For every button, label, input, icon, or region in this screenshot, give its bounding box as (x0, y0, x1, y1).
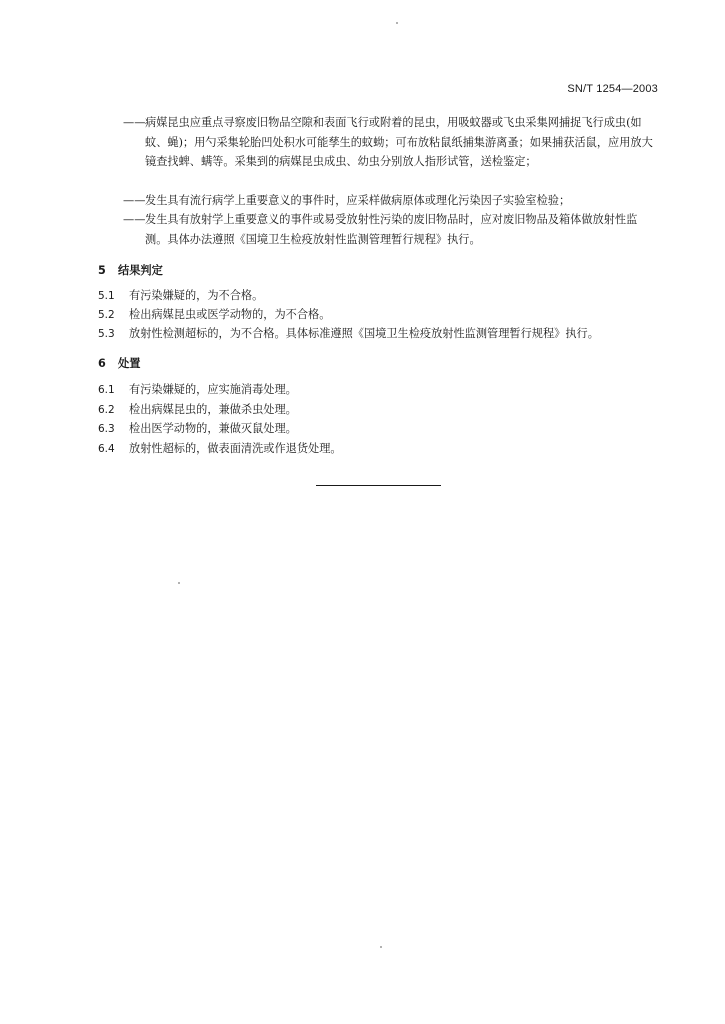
clause-text: 有污染嫌疑的，应实施消毒处理。 (129, 383, 297, 396)
section-number: 5 (98, 264, 106, 277)
section-title: 处置 (118, 357, 141, 370)
clause-number: 6.1 (98, 384, 115, 396)
scan-speck (178, 582, 180, 584)
clause-number: 6.4 (98, 443, 115, 455)
clause-number: 6.3 (98, 423, 115, 435)
clause-text: 放射性检测超标的，为不合格。具体标准遵照《国境卫生检疫放射性监测管理暂行规程》执行。 (129, 327, 599, 340)
scan-speck (380, 946, 382, 948)
clause-text: 有污染嫌疑的，为不合格。 (129, 289, 264, 302)
section-number: 6 (98, 357, 106, 370)
clause (98, 287, 263, 303)
end-of-standard-rule (316, 485, 441, 486)
dash-item (123, 113, 659, 172)
clause (98, 306, 330, 322)
clause (98, 325, 599, 341)
clause-number: 5.1 (98, 290, 115, 302)
clause-text: 检出病媒昆虫的，兼做杀虫处理。 (129, 403, 297, 416)
clause-text: 检出病媒昆虫或医学动物的，为不合格。 (129, 308, 331, 321)
dash-item (123, 191, 659, 211)
clause-number: 5.3 (98, 328, 115, 340)
section-title: 结果判定 (118, 264, 163, 277)
scan-speck (396, 22, 398, 24)
clause (98, 401, 297, 417)
dash-item (123, 210, 659, 249)
dash-item-text: 发生具有放射学上重要意义的事件或易受放射性污染的废旧物品时，应对废旧物品及箱体做放射性监测。具体办法遵照《国境卫生检疫放射性监测管理暂行规程》执行。 (145, 213, 638, 246)
section-heading (98, 355, 140, 371)
section-heading (98, 262, 163, 278)
clause-number: 5.2 (98, 309, 115, 321)
standard-code: SN/T 1254—2003 (567, 83, 658, 95)
clause-number: 6.2 (98, 404, 115, 416)
clause (98, 440, 342, 456)
clause (98, 381, 297, 397)
dash-marker: —— (123, 116, 146, 129)
clause (98, 420, 297, 436)
clause-text: 放射性超标的，做表面清洗或作退货处理。 (129, 442, 342, 455)
dash-item-text: 病媒昆虫应重点寻察废旧物品空隙和表面飞行或附着的昆虫，用吸蚊器或飞虫采集网捕捉飞行成虫(如蚊、蝇)；用勺采集轮胎凹处积水可能孳生的蚊蚴；可布放粘鼠纸捕集游离蚤；如果捕获活鼠，应用放大镜查找蜱、螨等。采集到的病媒昆虫成虫、幼虫分别放人指形试管，送检鉴定； (145, 116, 653, 168)
dash-marker: —— (123, 213, 146, 226)
dash-marker: —— (123, 194, 146, 207)
clause-text: 检出医学动物的，兼做灭鼠处理。 (129, 422, 297, 435)
dash-item-text: 发生具有流行病学上重要意义的事件时，应采样做病原体或理化污染因子实验室检验； (145, 194, 571, 207)
